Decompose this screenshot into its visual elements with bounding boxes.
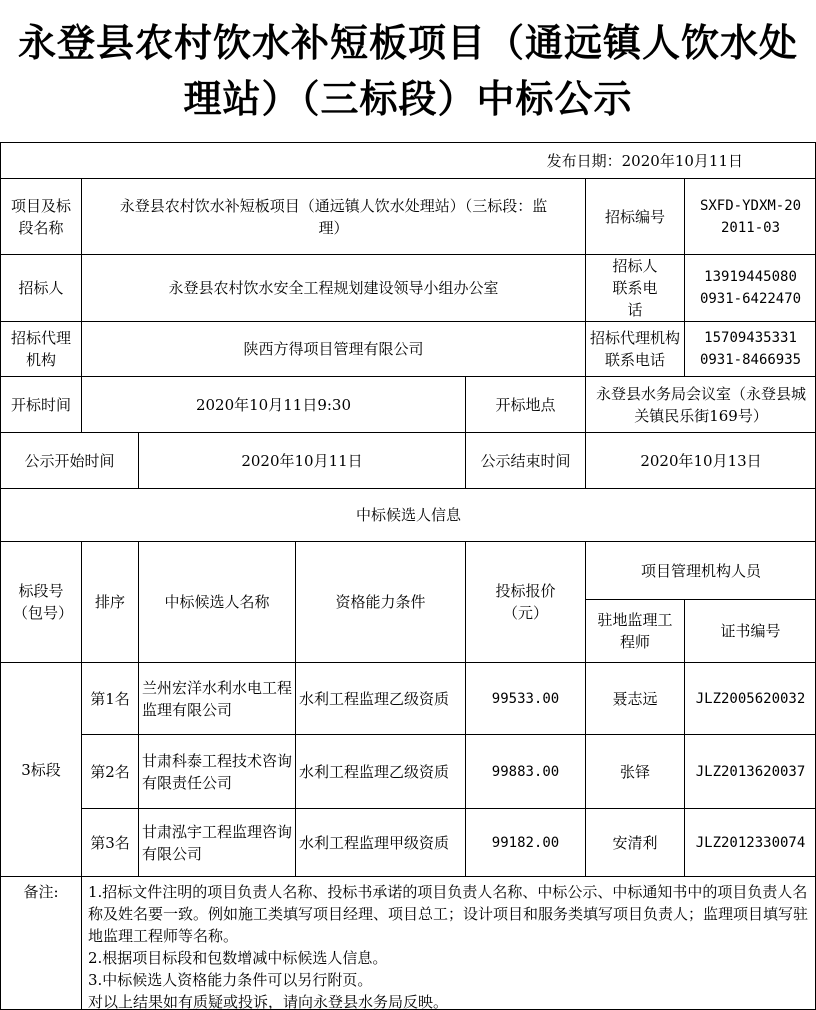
header-qualification: 资格能力条件 [296, 542, 466, 663]
header-engineer: 驻地监理工程师 [586, 600, 685, 663]
candidate-qualification: 水利工程监理乙级资质 [296, 735, 466, 809]
tenderer-phone-label: 招标人联系电话 [586, 255, 685, 322]
publicity-start-value: 2020年10月11日 [139, 433, 466, 489]
candidate-rank: 第2名 [82, 735, 139, 809]
opening-time-label: 开标时间 [1, 377, 82, 433]
tenderer-row [1, 255, 816, 322]
remark-line: 2.根据项目标段和包数增减中标候选人信息。 [88, 949, 388, 967]
publish-date: 发布日期：2020年10月11日 [0, 142, 816, 178]
publicity-end-value: 2020年10月13日 [586, 433, 816, 489]
candidate-price: 99883.00 [466, 735, 586, 809]
candidates-section-title: 中标候选人信息 [1, 489, 816, 542]
candidate-rank: 第1名 [82, 663, 139, 735]
header-lot: 标段号（包号） [1, 542, 82, 663]
remark-line: 1.招标文件注明的项目负责人名称、投标书承诺的项目负责人名称、中标公示、中标通知书中的项目负责人名称及姓名要一致。例如施工类填写项目经理、项目总工；设计项目和服务类填写项目负责人；监理项目填写驻地监理工程师等名称。 [88, 883, 809, 945]
header-row-1 [1, 542, 816, 600]
candidate-qualification: 水利工程监理乙级资质 [296, 663, 466, 735]
publicity-start-label: 公示开始时间 [1, 433, 139, 489]
agency-value: 陕西方得项目管理有限公司 [82, 322, 586, 377]
candidate-name: 甘肃泓宇工程监理咨询有限公司 [139, 809, 296, 877]
table-row [1, 735, 816, 809]
candidate-engineer: 安清利 [586, 809, 685, 877]
candidates-section-row [1, 489, 816, 542]
bid-result-table [0, 178, 816, 1010]
candidate-cert: JLZ2013620037 [685, 735, 816, 809]
header-rank: 排序 [82, 542, 139, 663]
header-price: 投标报价（元） [466, 542, 586, 663]
candidate-engineer: 张铎 [586, 735, 685, 809]
lot-value: 3标段 [1, 663, 82, 877]
remarks-body [82, 877, 816, 1010]
candidate-name: 甘肃科泰工程技术咨询有限责任公司 [139, 735, 296, 809]
remark-line: 3.中标候选人资格能力条件可以另行附页。 [88, 971, 373, 989]
candidate-price: 99533.00 [466, 663, 586, 735]
agency-row [1, 322, 816, 377]
tenderer-value: 永登县农村饮水安全工程规划建设领导小组办公室 [82, 255, 586, 322]
remarks-row [1, 877, 816, 1010]
agency-phone-label: 招标代理机构联系电话 [586, 322, 685, 377]
tenderer-label: 招标人 [1, 255, 82, 322]
candidate-cert: JLZ2005620032 [685, 663, 816, 735]
project-name-value: 永登县农村饮水补短板项目（通远镇人饮水处理站）（三标段：监理） [82, 179, 586, 255]
opening-row [1, 377, 816, 433]
candidate-engineer: 聂志远 [586, 663, 685, 735]
opening-time-value: 2020年10月11日9:30 [82, 377, 466, 433]
page-title: 永登县农村饮水补短板项目（通远镇人饮水处理站）（三标段）中标公示 [17, 21, 798, 121]
project-name-label: 项目及标段名称 [1, 179, 82, 255]
publicity-end-label: 公示结束时间 [466, 433, 586, 489]
header-name: 中标候选人名称 [139, 542, 296, 663]
tender-code-value: SXFD-YDXM-202011-03 [685, 179, 816, 255]
candidate-cert: JLZ2012330074 [685, 809, 816, 877]
header-cert: 证书编号 [685, 600, 816, 663]
publicity-row [1, 433, 816, 489]
opening-place-value: 永登县水务局会议室（永登县城关镇民乐街169号） [586, 377, 816, 433]
remarks-label: 备注: [1, 877, 82, 1010]
tender-code-label: 招标编号 [586, 179, 685, 255]
candidate-name: 兰州宏洋水利水电工程监理有限公司 [139, 663, 296, 735]
agency-label: 招标代理机构 [1, 322, 82, 377]
agency-phone-value: 15709435331 0931-8466935 [685, 322, 816, 377]
candidate-rank: 第3名 [82, 809, 139, 877]
project-row [1, 179, 816, 255]
tenderer-phone-value: 13919445080 0931-6422470 [685, 255, 816, 322]
table-row [1, 809, 816, 877]
remark-line: 对以上结果如有质疑或投诉，请向永登县水务局反映。 [88, 993, 449, 1010]
table-row [1, 663, 816, 735]
header-staff-group: 项目管理机构人员 [586, 542, 816, 600]
candidate-qualification: 水利工程监理甲级资质 [296, 809, 466, 877]
opening-place-label: 开标地点 [466, 377, 586, 433]
candidate-price: 99182.00 [466, 809, 586, 877]
